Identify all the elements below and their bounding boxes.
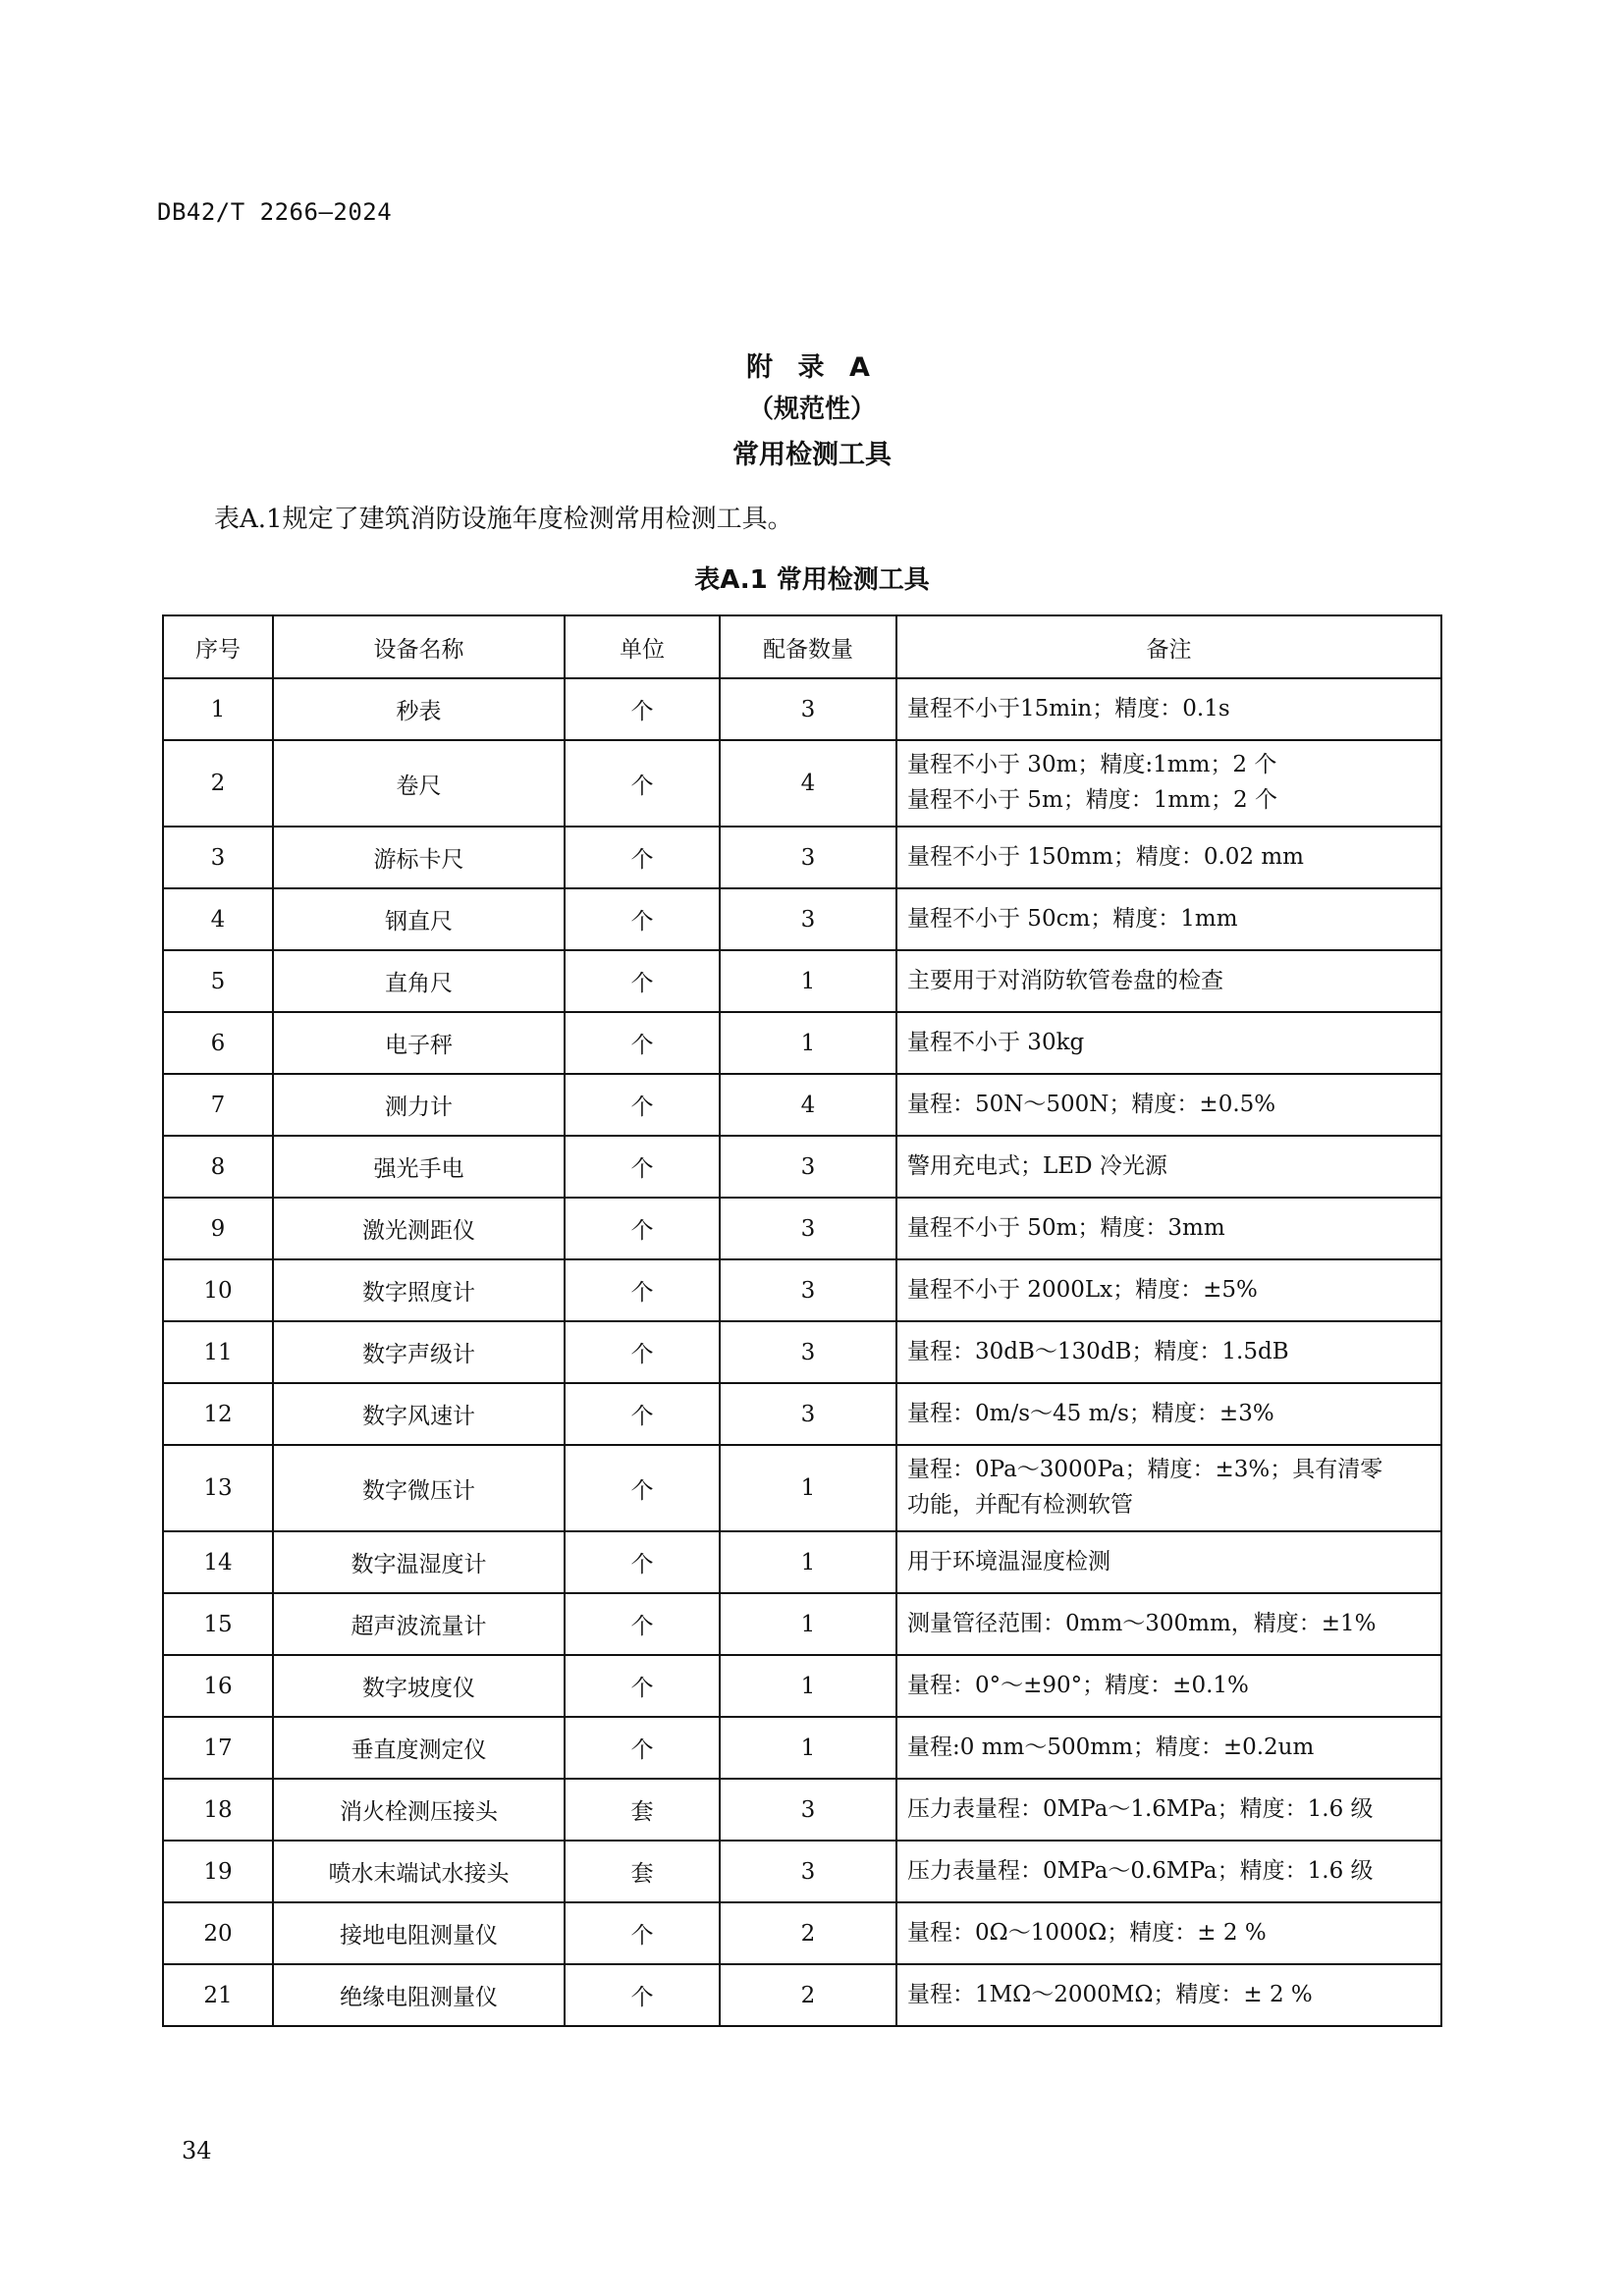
cell-name: 秒表	[273, 678, 565, 740]
cell-no: 16	[163, 1655, 273, 1717]
note-line: 量程：50N～500N；精度：±0.5%	[907, 1091, 1276, 1117]
cell-no: 3	[163, 827, 273, 888]
table-row	[163, 1445, 1441, 1531]
cell-no: 2	[163, 740, 273, 827]
col-header-name: 设备名称	[273, 615, 565, 678]
table-row	[163, 678, 1441, 740]
cell-name: 直角尺	[273, 950, 565, 1012]
cell-name: 数字坡度仪	[273, 1655, 565, 1717]
table-row	[163, 888, 1441, 950]
note-line: 量程不小于 5m；精度：1mm；2 个	[907, 787, 1277, 813]
col-header-no: 序号	[163, 615, 273, 678]
note-line: 量程：0Ω～1000Ω；精度：± 2 %	[907, 1919, 1267, 1946]
table-row	[163, 1012, 1441, 1074]
note-line: 压力表量程：0MPa～0.6MPa；精度：1.6 级	[907, 1857, 1374, 1884]
page-number: 34	[182, 2137, 212, 2164]
cell-unit: 个	[565, 740, 720, 827]
cell-note	[896, 1198, 1441, 1259]
cell-no: 10	[163, 1259, 273, 1321]
cell-note	[896, 1531, 1441, 1593]
cell-unit: 个	[565, 1198, 720, 1259]
table-row	[163, 1259, 1441, 1321]
cell-qty: 1	[720, 1445, 896, 1531]
note-line: 功能，并配有检测软管	[907, 1492, 1133, 1518]
cell-name: 强光手电	[273, 1136, 565, 1198]
cell-unit: 个	[565, 950, 720, 1012]
cell-name: 接地电阻测量仪	[273, 1902, 565, 1964]
cell-note	[896, 1321, 1441, 1383]
cell-name: 绝缘电阻测量仪	[273, 1964, 565, 2026]
note-line: 量程不小于 50m；精度：3mm	[907, 1214, 1225, 1241]
cell-no: 12	[163, 1383, 273, 1445]
cell-note	[896, 950, 1441, 1012]
cell-note	[896, 888, 1441, 950]
note-line: 量程：0m/s～45 m/s；精度：±3%	[907, 1400, 1274, 1426]
cell-note	[896, 1902, 1441, 1964]
cell-qty: 1	[720, 1531, 896, 1593]
note-line: 量程不小于 30kg	[907, 1029, 1085, 1055]
cell-unit: 个	[565, 1321, 720, 1383]
intro-paragraph: 表A.1规定了建筑消防设施年度检测常用检测工具。	[214, 505, 793, 534]
cell-unit: 套	[565, 1779, 720, 1841]
cell-note	[896, 1074, 1441, 1136]
table-row	[163, 1321, 1441, 1383]
cell-unit: 个	[565, 1531, 720, 1593]
note-line: 量程不小于 150mm；精度：0.02 mm	[907, 843, 1304, 870]
note-line: 量程：30dB～130dB；精度：1.5dB	[907, 1338, 1289, 1364]
table-row	[163, 1841, 1441, 1902]
note-line: 量程：0°～±90°；精度：±0.1%	[907, 1672, 1249, 1698]
cell-name: 超声波流量计	[273, 1593, 565, 1655]
note-line: 测量管径范围：0mm～300mm，精度：±1%	[907, 1610, 1377, 1636]
cell-name: 测力计	[273, 1074, 565, 1136]
cell-note	[896, 1779, 1441, 1841]
cell-unit: 个	[565, 1136, 720, 1198]
cell-qty: 4	[720, 1074, 896, 1136]
document-code: DB42/T 2266—2024	[157, 198, 393, 226]
table-row	[163, 1383, 1441, 1445]
cell-note	[896, 827, 1441, 888]
cell-qty: 3	[720, 1136, 896, 1198]
cell-qty: 3	[720, 827, 896, 888]
cell-unit: 个	[565, 1964, 720, 2026]
cell-note	[896, 1964, 1441, 2026]
note-line: 用于环境温湿度检测	[907, 1548, 1110, 1575]
tools-table	[162, 614, 1442, 2027]
cell-qty: 1	[720, 1012, 896, 1074]
cell-no: 4	[163, 888, 273, 950]
table-row	[163, 1655, 1441, 1717]
col-header-note: 备注	[896, 615, 1441, 678]
cell-note	[896, 1136, 1441, 1198]
note-line: 量程不小于 2000Lx；精度：±5%	[907, 1276, 1258, 1303]
cell-name: 数字温湿度计	[273, 1531, 565, 1593]
table-row	[163, 827, 1441, 888]
table-caption: 表A.1 常用检测工具	[694, 565, 930, 595]
cell-unit: 个	[565, 1012, 720, 1074]
cell-unit: 个	[565, 1593, 720, 1655]
col-header-unit: 单位	[565, 615, 720, 678]
cell-unit: 个	[565, 888, 720, 950]
cell-qty: 3	[720, 1198, 896, 1259]
cell-no: 9	[163, 1198, 273, 1259]
cell-unit: 个	[565, 1259, 720, 1321]
cell-unit: 个	[565, 1655, 720, 1717]
note-line: 量程：0Pa～3000Pa；精度：±3%；具有清零	[907, 1457, 1383, 1483]
cell-qty: 3	[720, 1321, 896, 1383]
cell-qty: 1	[720, 950, 896, 1012]
cell-name: 喷水末端试水接头	[273, 1841, 565, 1902]
note-line: 压力表量程：0MPa～1.6MPa；精度：1.6 级	[907, 1795, 1374, 1822]
cell-note	[896, 740, 1441, 827]
cell-no: 15	[163, 1593, 273, 1655]
cell-no: 6	[163, 1012, 273, 1074]
cell-name: 数字风速计	[273, 1383, 565, 1445]
table-row	[163, 1593, 1441, 1655]
cell-unit: 套	[565, 1841, 720, 1902]
cell-qty: 2	[720, 1964, 896, 2026]
note-line: 量程不小于 30m；精度:1mm；2 个	[907, 752, 1277, 778]
cell-name: 游标卡尺	[273, 827, 565, 888]
cell-no: 21	[163, 1964, 273, 2026]
cell-name: 数字声级计	[273, 1321, 565, 1383]
cell-note	[896, 1383, 1441, 1445]
cell-note	[896, 1593, 1441, 1655]
table-row	[163, 950, 1441, 1012]
cell-unit: 个	[565, 1902, 720, 1964]
appendix-nature: （规范性）	[747, 395, 876, 424]
table-row	[163, 1531, 1441, 1593]
cell-no: 14	[163, 1531, 273, 1593]
cell-qty: 2	[720, 1902, 896, 1964]
table-row	[163, 1717, 1441, 1779]
table-row	[163, 1074, 1441, 1136]
cell-note	[896, 1445, 1441, 1531]
cell-no: 11	[163, 1321, 273, 1383]
table-row	[163, 1198, 1441, 1259]
appendix-title: 附 录 A	[746, 352, 878, 383]
cell-qty: 3	[720, 1841, 896, 1902]
note-line: 警用充电式；LED 冷光源	[907, 1152, 1167, 1179]
table-row	[163, 1136, 1441, 1198]
col-header-qty: 配备数量	[720, 615, 896, 678]
cell-no: 20	[163, 1902, 273, 1964]
cell-name: 数字微压计	[273, 1445, 565, 1531]
cell-note	[896, 678, 1441, 740]
cell-name: 垂直度测定仪	[273, 1717, 565, 1779]
cell-note	[896, 1259, 1441, 1321]
cell-no: 18	[163, 1779, 273, 1841]
table-header-row	[163, 615, 1441, 678]
cell-name: 钢直尺	[273, 888, 565, 950]
cell-note	[896, 1012, 1441, 1074]
cell-qty: 1	[720, 1655, 896, 1717]
note-line: 量程不小于15min；精度：0.1s	[907, 695, 1230, 721]
cell-no: 7	[163, 1074, 273, 1136]
cell-no: 1	[163, 678, 273, 740]
cell-unit: 个	[565, 1445, 720, 1531]
table-row	[163, 1902, 1441, 1964]
cell-unit: 个	[565, 1074, 720, 1136]
cell-unit: 个	[565, 827, 720, 888]
cell-note	[896, 1841, 1441, 1902]
cell-no: 5	[163, 950, 273, 1012]
cell-no: 13	[163, 1445, 273, 1531]
cell-qty: 3	[720, 678, 896, 740]
table-body	[163, 678, 1441, 2026]
cell-qty: 3	[720, 1259, 896, 1321]
note-line: 量程不小于 50cm；精度：1mm	[907, 905, 1238, 932]
cell-no: 8	[163, 1136, 273, 1198]
cell-qty: 1	[720, 1593, 896, 1655]
cell-name: 卷尺	[273, 740, 565, 827]
note-line: 主要用于对消防软管卷盘的检查	[907, 967, 1223, 993]
cell-name: 消火栓测压接头	[273, 1779, 565, 1841]
cell-note	[896, 1717, 1441, 1779]
table-row	[163, 1779, 1441, 1841]
table-row	[163, 1964, 1441, 2026]
cell-qty: 1	[720, 1717, 896, 1779]
cell-qty: 3	[720, 1383, 896, 1445]
cell-qty: 4	[720, 740, 896, 827]
table-row	[163, 740, 1441, 827]
cell-name: 激光测距仪	[273, 1198, 565, 1259]
cell-note	[896, 1655, 1441, 1717]
cell-name: 电子秤	[273, 1012, 565, 1074]
cell-no: 19	[163, 1841, 273, 1902]
cell-qty: 3	[720, 888, 896, 950]
note-line: 量程:0 mm～500mm；精度：±0.2um	[907, 1734, 1315, 1760]
note-line: 量程：1MΩ～2000MΩ；精度：± 2 %	[907, 1981, 1313, 2007]
cell-qty: 3	[720, 1779, 896, 1841]
cell-name: 数字照度计	[273, 1259, 565, 1321]
cell-unit: 个	[565, 1717, 720, 1779]
appendix-subtitle: 常用检测工具	[732, 440, 892, 470]
cell-no: 17	[163, 1717, 273, 1779]
cell-unit: 个	[565, 1383, 720, 1445]
cell-unit: 个	[565, 678, 720, 740]
